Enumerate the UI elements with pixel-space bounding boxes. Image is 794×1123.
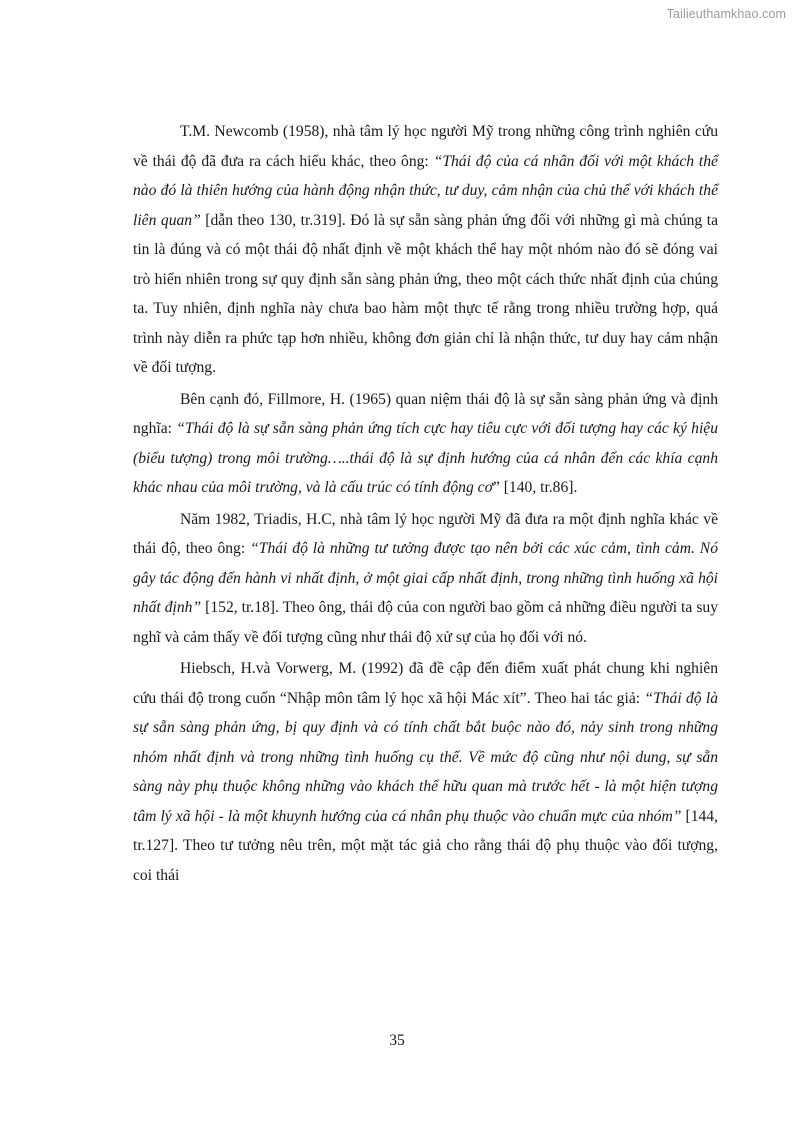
paragraph-hiebsch: Hiebsch, H.và Vorwerg, M. (1992) đã đề cập đến điểm xuất phát chung khi nghiên cứu thái độ trong cuốn “Nhập môn tâm lý học xã hội Mác xít”. Theo hai tác giả: “Thái độ là sự sẵn sàng phản ứng, bị quy định và có tính chất bắt buộc nào đó, nảy sinh trong những nhóm nhất định và trong những tình huống cụ thể. Về mức độ cũng như nội dung, sự sẵn sàng này phụ thuộc không những vào khách thể hữu quan mà trước hết - là một hiện tượng tâm lý xã hội - là một khuynh hướng của cá nhân phụ thuộc vào chuẩn mực của nhóm” [144, tr.127]. Theo tư tưởng nêu trên, một mặt tác giả cho rằng thái độ phụ thuộc vào đối tượng, coi thái [133, 660, 719, 884]
page-number: 35 [389, 1032, 405, 1049]
paragraph-triadis: Năm 1982, Triadis, H.C, nhà tâm lý học người Mỹ đã đưa ra một định nghĩa khác về thái độ, theo ông: “Thái độ là những tư tưởng được tạo nên bởi các xúc cảm, tình cảm. Nó gây tác động đến hành vi nhất định, ở một giai cấp nhất định, trong những tình huống xã hội nhất định” [152, tr.18]. Theo ông, thái độ của con người bao gồm cả những điều người ta suy nghĩ và cảm thấy về đối tượng cũng như thái độ xử sự của họ đối với nó. [133, 510, 719, 646]
watermark: Tailieuthamkhao.com [666, 7, 786, 21]
quote: “Thái độ của cá nhân đối với một khách thể nào đó là thiên hướng của hành động nhận thức, tư duy, cảm nhận của chủ thể với khách thể liên quan” [133, 152, 718, 229]
quote: “Thái độ là những tư tưởng được tạo nên bởi các xúc cảm, tình cảm. Nó gây tác động đến hành vi nhất định, ở một giai cấp nhất định, trong những tình huống xã hội nhất định” [133, 540, 719, 616]
paragraph-fillmore: Bên cạnh đó, Fillmore, H. (1965) quan niệm thái độ là sự sẵn sàng phản ứng và định nghĩa: “Thái độ là sự sẵn sàng phản ứng tích cực hay tiêu cực với đối tượng hay các ký hiệu (biểu tượng) trong môi trường…..thái độ là sự định hướng của cá nhân đến các khía cạnh khác nhau của môi trường, và là cấu trúc có tính động cơ” [140, tr.86]. [133, 390, 718, 496]
quote: “Thái độ là sự sẵn sàng phản ứng tích cực hay tiêu cực với đối tượng hay các ký hiệu (biểu tượng) trong môi trường…..thái độ là sự định hướng của cá nhân đến các khía cạnh khác nhau của môi trường, và là cấu trúc có tính động cơ [133, 420, 718, 496]
paragraph-newcomb: T.M. Newcomb (1958), nhà tâm lý học người Mỹ trong những công trình nghiên cứu về thái độ đã đưa ra cách hiểu khác, theo ông: “Thái độ của cá nhân đối với một khách thể nào đó là thiên hướng của hành động nhận thức, tư duy, cảm nhận của chủ thể với khách thể liên quan” [dẫn theo 130, tr.319]. Đó là sự sẵn sàng phản ứng đối với những gì mà chúng ta tin là đúng và có một thái độ nhất định về một khách thể hay một nhóm nào đó sẽ đóng vai trò hiển nhiên trong sự quy định sẵn sàng phản ứng, theo một cách thức nhất định của chúng ta. Tuy nhiên, định nghĩa này chưa bao hàm một thực tế rằng trong nhiều trường hợp, quá trình này diễn ra phức tạp hơn nhiều, không đơn giản chỉ là nhận thức, tư duy hay cảm nhận về đối tượng. [133, 123, 718, 376]
quote: “Thái độ là sự sẵn sàng phản ứng, bị quy định và có tính chất bắt buộc nào đó, nảy sinh trong những nhóm nhất định và trong những tình huống cụ thể. Về mức độ cũng như nội dung, sự sẵn sàng này phụ thuộc không những vào khách thể hữu quan mà trước hết - là một hiện tượng tâm lý xã hội - là một khuynh hướng của cá nhân phụ thuộc vào chuẩn mực của nhóm” [133, 689, 719, 825]
body-text [133, 117, 718, 892]
